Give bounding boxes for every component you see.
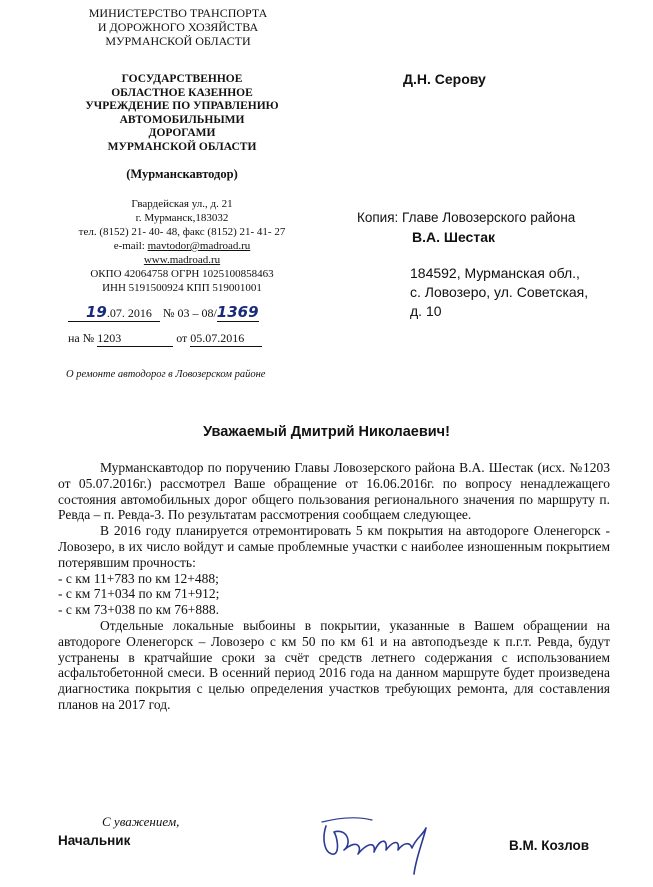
letter-subject: О ремонте автодорог в Ловозерском районе [66, 369, 266, 380]
address-street: Гвардейская ул., д. 21 [131, 198, 233, 210]
body-paragraph: Отдельные локальные выбоины в покрытии, указанные в Вашем обращении на автодороге Оленегорск – Ловозеро с км 50 по км 61 и на автоподъезде к п.г.т. Ревда, будут устранены в кратчайшие сроки за счёт средств летнего содержания с использованием асфальтобетонной смеси. В осенний период 2016 года на данном маршруте будет произведена диагностика покрытия с целью определения участков требующих ремонта, для составления планов на 2017 год. [58, 617, 610, 712]
body-paragraph: В 2016 году планируется отремонтировать 5 км покрытия на автодороге Оленегорск - Ловозеро, в их число войдут и самые проблемные участки с наиболее изношенным покрытием потерявшим прочность: [58, 523, 610, 570]
ministry-line: МУРМАНСКОЙ ОБЛАСТИ [105, 34, 251, 48]
reply-number: 1203 [97, 331, 173, 347]
organization-name [82, 73, 282, 154]
email-line [62, 239, 302, 253]
ministry-line: И ДОРОЖНОГО ХОЗЯЙСТВА [97, 20, 259, 34]
copy-recipient-label: Копия: Главе Ловозерского района [357, 210, 576, 225]
reply-date: 05.07.2016 [190, 331, 262, 347]
address-city: г. Мурманск,183032 [135, 212, 229, 224]
address-line: 184592, Мурманская обл., [410, 265, 580, 281]
registration-line [68, 303, 259, 322]
closing-phrase: С уважением, [102, 814, 180, 829]
copy-recipient-address [410, 264, 588, 321]
outgoing-number-handwritten: 1369 [216, 303, 259, 321]
greeting: Уважаемый Дмитрий Николаевич! [203, 424, 450, 440]
outgoing-number-label: № 03 – 08/ [163, 306, 217, 320]
outgoing-date [68, 303, 160, 322]
signer-name: В.М. Козлов [509, 838, 590, 853]
signer-position: Начальник [58, 833, 131, 848]
website-link[interactable]: www.madroad.ru [143, 254, 221, 266]
address-line: д. 10 [410, 303, 442, 319]
okpo-ogrn: ОКПО 42064758 ОГРН 1025100858463 [90, 268, 274, 280]
org-line: АВТОМОБИЛЬНЫМИ [119, 113, 245, 126]
email-label: e-mail: [113, 240, 148, 252]
copy-recipient-name: В.А. Шестак [412, 229, 495, 245]
org-line: МУРМАНСКОЙ ОБЛАСТИ [107, 140, 257, 153]
email-link[interactable]: mavtodor@madroad.ru [147, 240, 251, 252]
body-paragraph: Мурманскавтодор по поручению Главы Ловозерского района В.А. Шестак (исх. №1203 от 05.07.2016г.) рассмотрел Ваше обращение от 16.06.2016г. по вопросу ненадлежащего состояния автомобильных дорог общего пользования регионального значения по маршруту п. Ревда – п. Ревда-3. По результатам рассмотрения сообщаем следующее. [58, 460, 610, 523]
contact-block [62, 197, 302, 295]
org-line: ДОРОГАМИ [148, 127, 216, 139]
road-section-item: - с км 73+038 по км 76+888. [58, 602, 220, 618]
org-line: ГОСУДАРСТВЕННОЕ [121, 73, 243, 85]
reply-date-label: от [176, 331, 188, 345]
address-line: с. Ловозеро, ул. Советская, [410, 284, 589, 300]
reply-number-label: на № [68, 331, 95, 345]
ministry-name [78, 6, 278, 48]
road-section-item: - с км 71+034 по км 71+912; [58, 586, 220, 602]
handwritten-signature [318, 808, 438, 878]
org-line: УЧРЕЖДЕНИЕ ПО УПРАВЛЕНИЮ [85, 100, 279, 112]
date-handwritten: 19 [86, 303, 107, 321]
inn-kpp: ИНН 5191500924 КПП 519001001 [102, 282, 262, 294]
ministry-line: МИНИСТЕРСТВО ТРАНСПОРТА [88, 6, 268, 20]
addressee: Д.Н. Серову [403, 71, 486, 87]
date-printed: .07. 2016 [106, 306, 152, 320]
road-section-item: - с км 11+783 по км 12+488; [58, 570, 219, 586]
reply-reference [68, 331, 262, 347]
letter-body [58, 460, 610, 713]
organization-short-name: (Мурманскавтодор) [126, 167, 238, 181]
phone-fax: тел. (8152) 21- 40- 48, факс (8152) 21- 41- 27 [78, 226, 286, 238]
org-line: ОБЛАСТНОЕ КАЗЕННОЕ [111, 86, 253, 99]
